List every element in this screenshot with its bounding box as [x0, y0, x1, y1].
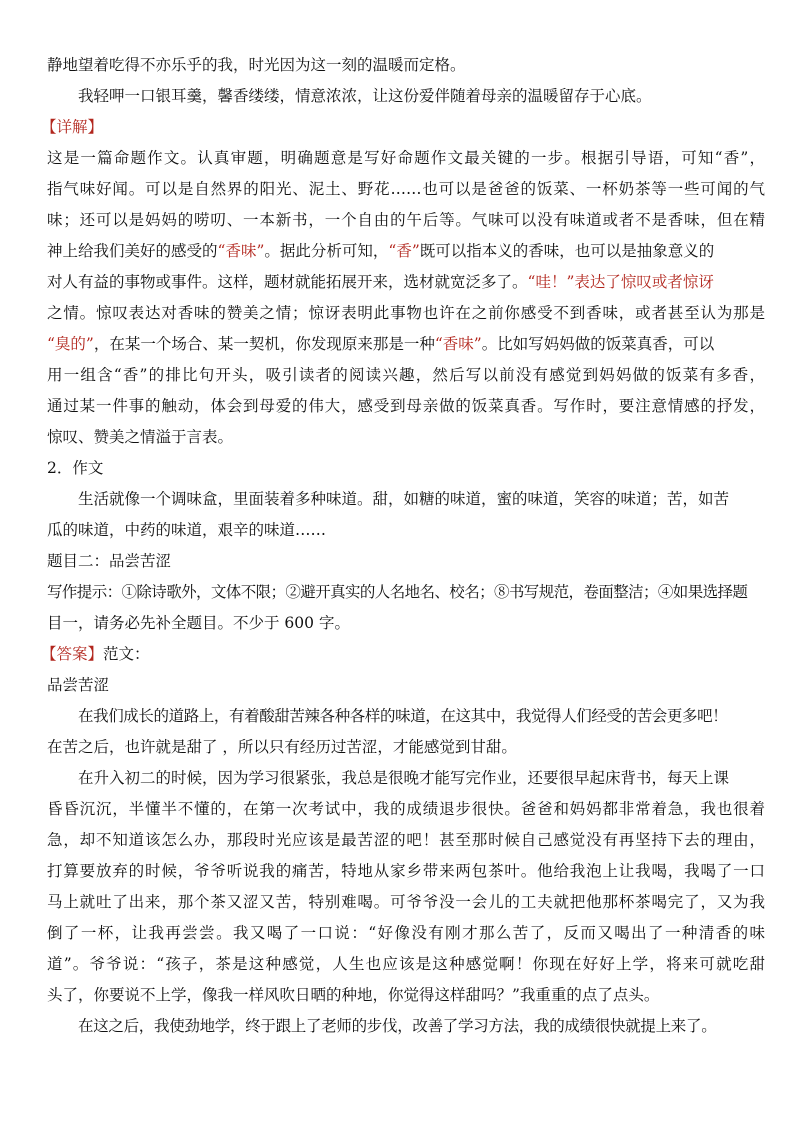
text-line: 静地望着吃得不亦乐乎的我，时光因为这一刻的温暖而定格。 — [47, 56, 466, 74]
text-line — [47, 267, 765, 298]
text-line — [47, 329, 765, 360]
text-line: 在我们成长的道路上，有着酸甜苦辣各种各样的味道，在这其中，我觉得人们经受的苦会更多吧！ — [78, 707, 728, 725]
text-line: 在这之后，我使劲地学，终于跟上了老师的步伐，改善了学习方法，我的成绩很快就提上来了。 — [78, 1017, 717, 1035]
text-segment: ，在某一个场合、某一契机，你发现原来那是一种 — [93, 335, 435, 353]
document-page — [41, 50, 765, 1042]
highlight-text: “香味” — [434, 335, 482, 353]
text-line: 味；还可以是妈妈的唠叨、一本新书，一个自由的午后等。气味可以没有味道或者不是香味，但在精 — [47, 211, 765, 229]
essay-title: 品尝苦涩 — [47, 676, 110, 694]
answer-line — [41, 639, 765, 670]
text-line: 惊叹、赞美之情溢于言表。 — [47, 428, 234, 446]
text-line: 生活就像一个调味盒，里面装着多种味道。甜，如糖的味道，蜜的味道，笑容的味道；苦，如苦 — [78, 490, 730, 508]
text-line: 昏昏沉沉，半懂半不懂的，在第一次考试中，我的成绩退步很快。爸爸和妈妈都非常着急，我也很着 — [47, 800, 765, 818]
text-line: 这是一篇命题作文。认真审题，明确题意是写好命题作文最关键的一步。根据引导语，可知“香”， — [47, 149, 765, 167]
text-line: 急，却不知道该怎么办，那段时光应该是最苦涩的吧！甚至那时候自己感觉没有再坚持下去的理由， — [47, 831, 765, 849]
highlight-text: “香” — [388, 242, 420, 260]
text-line: 通过某一件事的触动，体会到母爱的伟大，感受到母亲做的饭菜真香。写作时，要注意情感的抒发， — [47, 397, 765, 415]
text-line: 用一组含“香”的排比句开头，吸引读者的阅读兴趣，然后写以前没有感觉到妈妈做的饭菜有多香， — [47, 366, 765, 384]
text-line: 在升入初二的时候，因为学习很紧张，我总是很晚才能写完作业，还要很早起床背书，每天上课 — [78, 769, 730, 787]
text-line: 之情。惊叹表达对香味的赞美之情；惊讶表明此事物也许在之前你感受不到香味，或者甚至认为那是 — [47, 304, 765, 322]
text-segment: 范文： — [103, 645, 150, 663]
text-line: 指气味好闻。可以是自然界的阳光、泥土、野花……也可以是爸爸的饭菜、一杯奶茶等一些可闻的气 — [47, 180, 765, 198]
text-line: 道”。爷爷说：“孩子，茶是这种感觉，人生也应该是这种感觉啊！你现在好好上学，将来可就吃甜 — [47, 955, 765, 973]
question-number: 2．作文 — [47, 459, 104, 477]
text-line: 打算要放弃的时候，爷爷听说我的痛苦，特地从家乡带来两包茶叶。他给我泡上让我喝，我喝了一口 — [47, 862, 765, 880]
text-line: 写作提示：①除诗歌外，文体不限；②避开真实的人名地名、校名；⑧书写规范，卷面整洁；④如果选择题 — [47, 583, 748, 601]
text-line: 我轻呷一口银耳羹，馨香缕缕，情意浓浓，让这份爱伴随着母亲的温暖留存于心底。 — [78, 87, 652, 105]
highlight-text: “臭的” — [47, 335, 94, 353]
text-line: 马上就吐了出来，那个茶又涩又苦，特别难喝。可爷爷没一会儿的工夫就把他那杯茶喝完了，又为我 — [47, 893, 765, 911]
text-line: 头了，你要说不上学，像我一样风吹日晒的种地，你觉得这样甜吗？”我重重的点了点头。 — [47, 986, 660, 1004]
text-segment: 。比如写妈妈做的饭菜真香，可以 — [481, 335, 715, 353]
text-line: 在苦之后，也许就是甜了 ，所以只有经历过苦涩，才能感觉到甘甜。 — [47, 738, 517, 756]
text-segment: 对人有益的事物或事件。这样，题材就能拓展开来，选材就宽泛多了。 — [47, 273, 528, 291]
highlight-text: “哇！”表达了惊叹或者惊讶 — [527, 273, 714, 291]
highlight-text: “香味” — [217, 242, 265, 260]
text-line: 瓜的味道，中药的味道，艰辛的味道…… — [47, 521, 327, 539]
text-line: 倒了一杯，让我再尝尝。我又喝了一口说：“好像没有刚才那么苦了，反而又喝出了一种清香的味 — [47, 924, 765, 942]
text-line: 目一，请务必先补全题目。不少于 600 字。 — [47, 614, 350, 632]
text-line — [47, 236, 765, 267]
text-line: 题目二：品尝苦涩 — [47, 552, 172, 570]
text-segment: 神上给我们美好的感受的 — [47, 242, 218, 260]
text-segment: 既可以指本义的香味，也可以是抽象意义的 — [419, 242, 715, 260]
detail-label: 【详解】 — [41, 118, 104, 136]
answer-label: 【答案】 — [41, 645, 104, 663]
text-segment: 。据此分析可知， — [264, 242, 389, 260]
